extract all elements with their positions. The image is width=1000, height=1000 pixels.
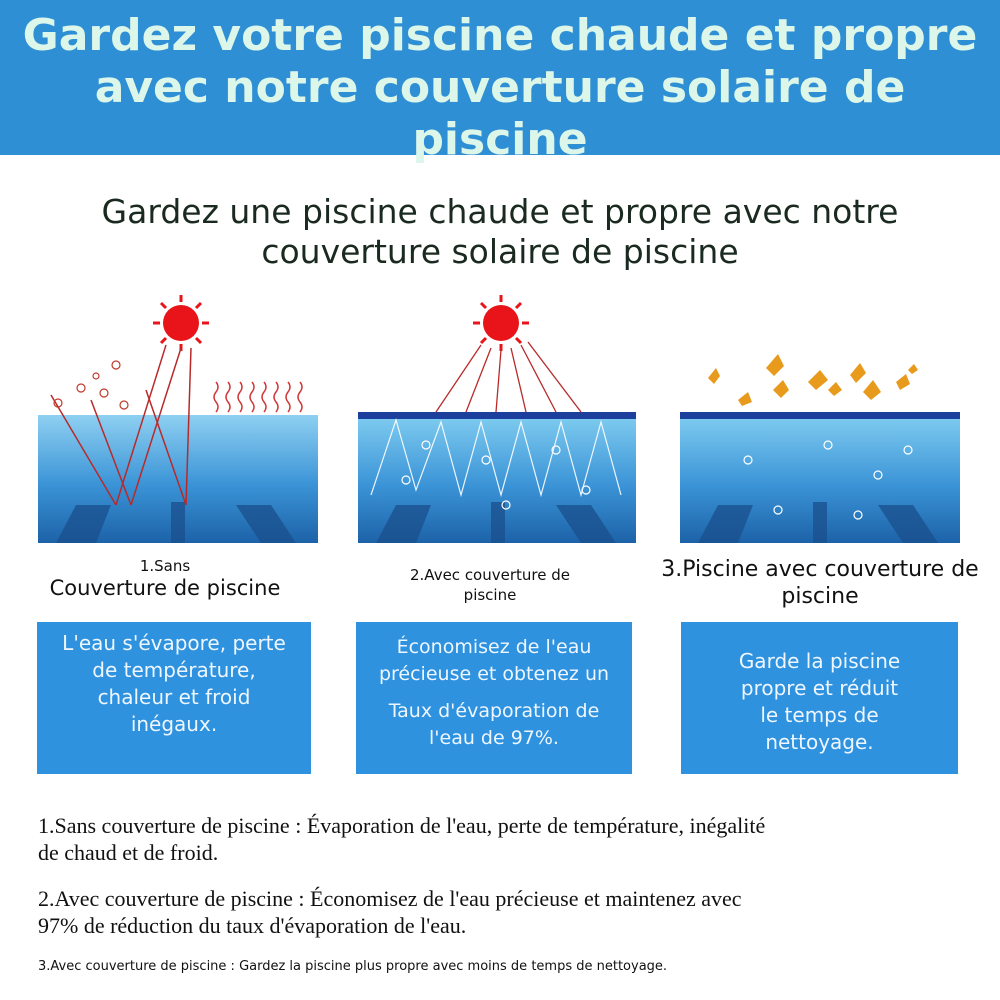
pool-lanes [376,502,616,543]
banner-title-line1: Gardez votre piscine chaude et propre [22,10,978,61]
note-line: de chaud et de froid. [38,840,219,865]
caption-2-line1: 2.Avec couverture de [410,566,570,584]
info-line: le temps de [760,703,879,727]
note-clean-pool: 3.Avec couverture de piscine : Gardez la piscine plus propre avec moins de temps de nettoyage. [38,959,668,974]
info-box-with-cover [356,622,632,774]
page-subtitle [20,192,980,272]
pool-lanes [56,502,296,543]
caption-3-line2: piscine [781,584,859,609]
caption-3 [645,556,995,610]
note-line: 1.Sans couverture de piscine : Évaporation de l'eau, perte de température, inégalité [38,813,766,838]
info-line: inégaux. [130,712,218,736]
info-line: nettoyage. [765,730,874,754]
info-line: l'eau de 97%. [429,727,559,749]
note-with-cover [38,885,968,939]
subtitle-line2: couverture solaire de piscine [261,232,739,271]
banner-title-line2: avec notre couverture solaire de piscine [94,62,906,165]
note-line: 2.Avec couverture de piscine : Économisez de l'eau précieuse et maintenez avec [38,886,742,911]
info-line: propre et réduit [740,676,899,700]
note-without-cover [38,812,968,866]
header-banner [0,0,1000,165]
sun-icon [473,295,529,351]
info-line: Garde la piscine [738,649,901,673]
subtitle-line1: Gardez une piscine chaude et propre avec notre [101,192,899,231]
info-line: L'eau s'évapore, perte [62,631,286,655]
note-line: 97% de réduction du taux d'évaporation de l'eau. [38,913,467,938]
scene-clean-pool [678,290,998,550]
sun-rays [436,342,581,412]
info-line: Économisez de l'eau [396,636,592,658]
caption-3-line1: 3.Piscine avec couverture de [661,557,979,582]
pool-cover [358,412,636,419]
scene-with-cover [356,290,676,550]
info-line: chaleur et froid [97,685,251,709]
caption-1-line2: Couverture de piscine [49,576,281,600]
info-box-without-cover [37,622,311,774]
pool-cover [680,412,960,419]
caption-2 [370,565,610,605]
caption-2-line2: piscine [463,586,517,604]
pool-lanes [698,502,938,543]
info-line: précieuse et obtenez un [378,663,610,685]
leaf-icon [708,354,918,406]
banner-title [0,10,1000,166]
info-line: de température, [92,658,256,682]
sun-icon [153,295,209,351]
scene-without-cover [36,290,356,550]
info-line: Taux d'évaporation de [388,700,600,722]
info-box-clean-pool [681,622,958,774]
caption-1-line1: 1.Sans [139,557,191,575]
heat-wave-icon [214,382,302,412]
